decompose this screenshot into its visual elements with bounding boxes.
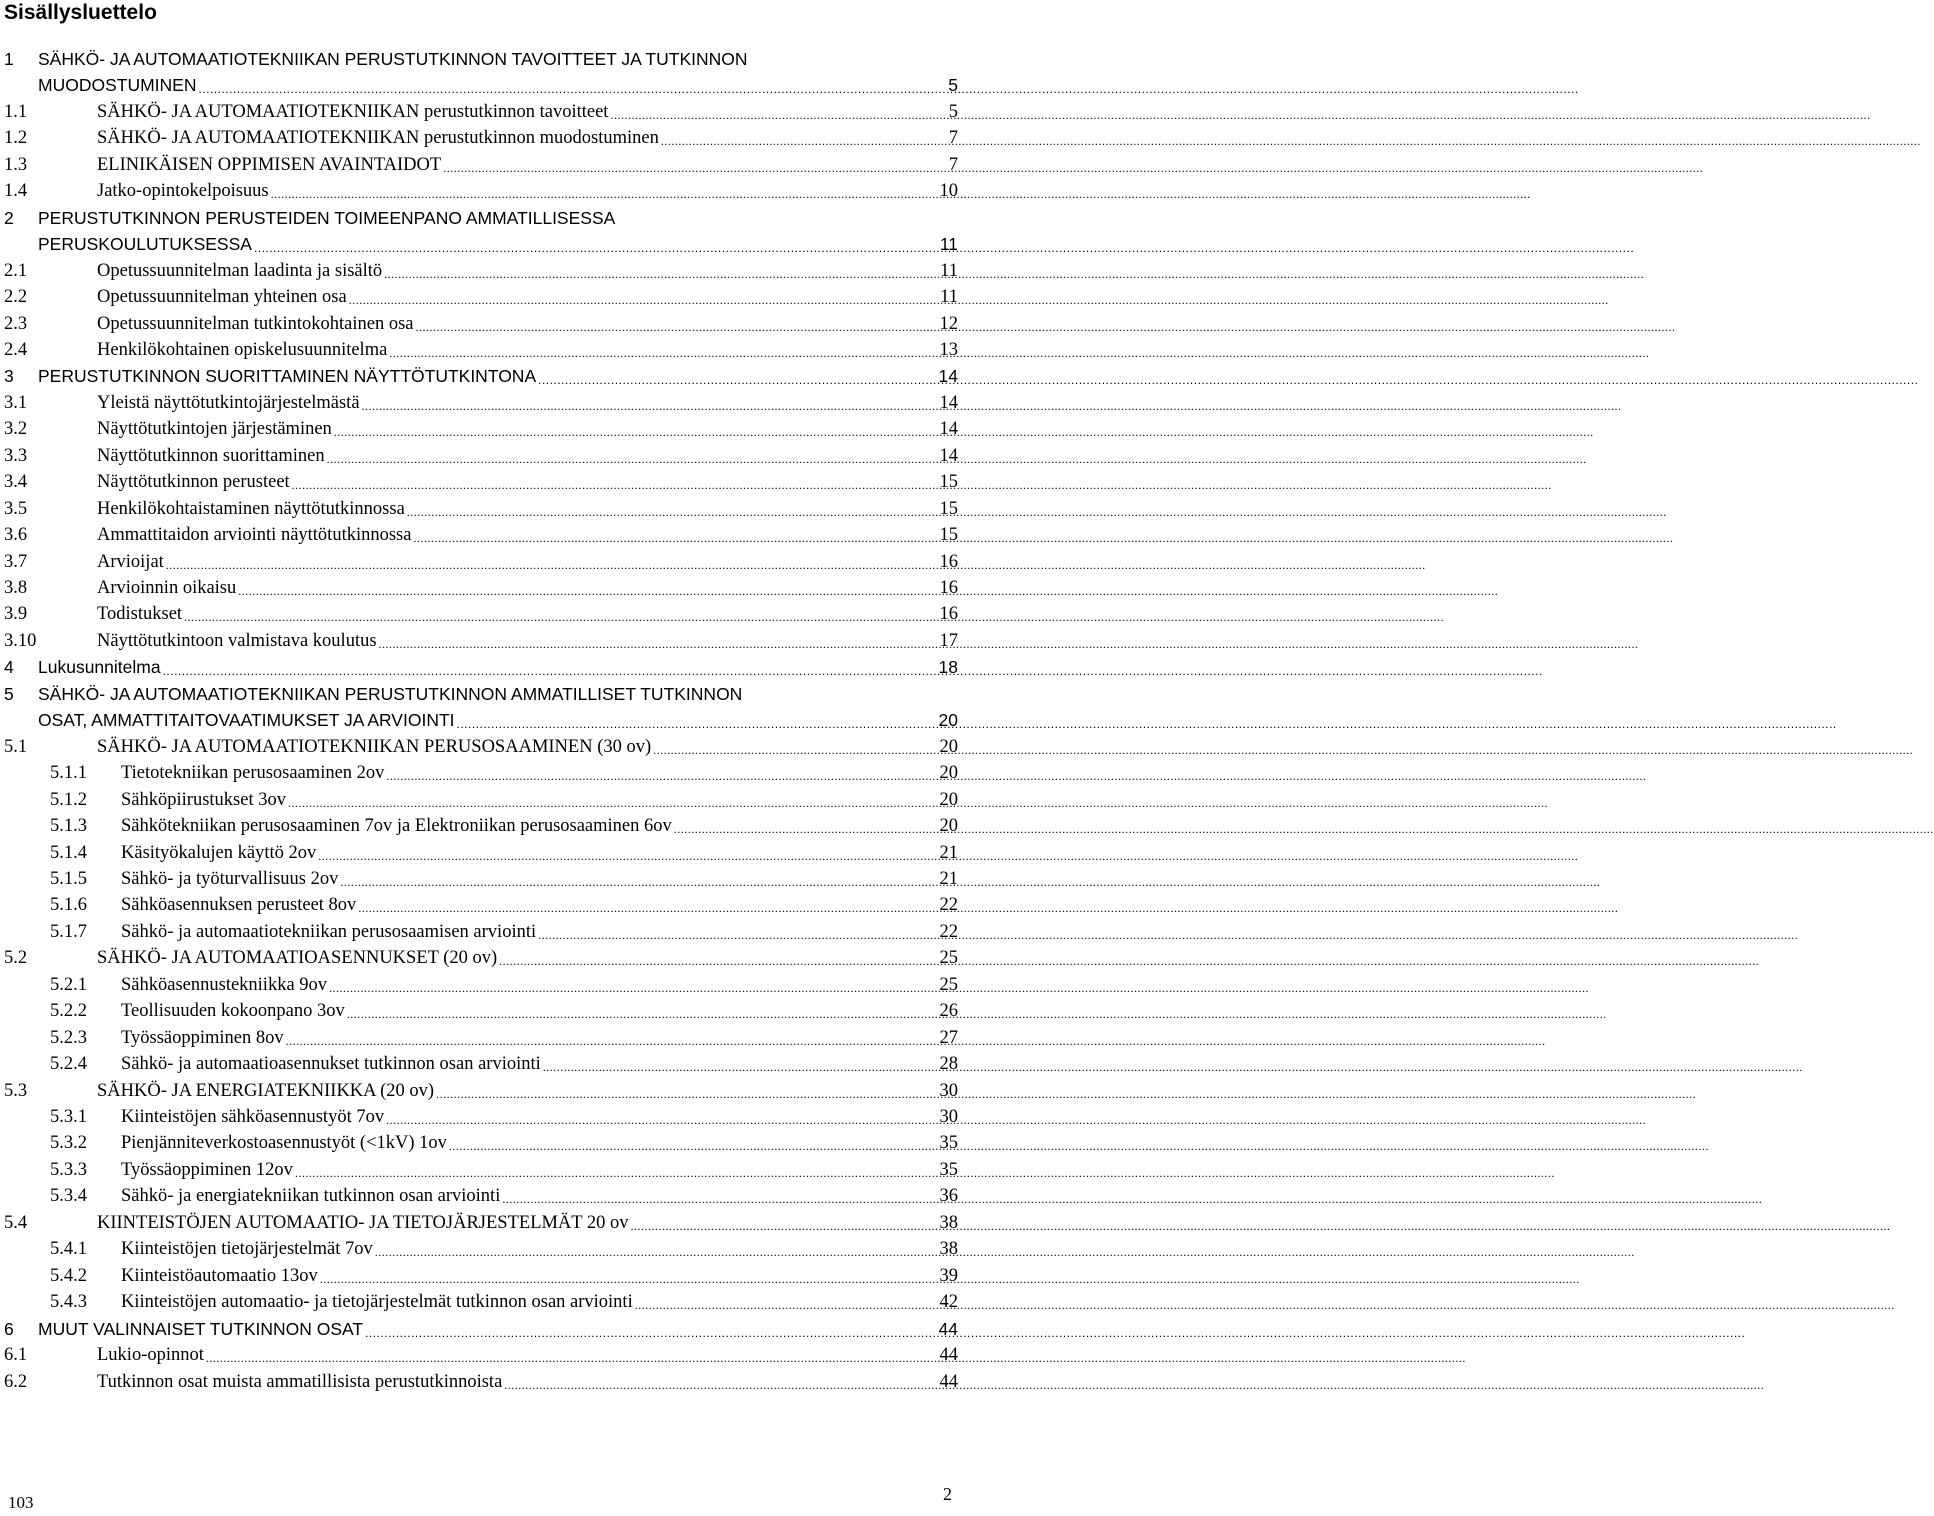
toc-entry-number: 1.3 — [4, 154, 28, 175]
toc-entry[interactable] — [0, 811, 958, 837]
dot-leader — [499, 954, 937, 969]
toc-entry-number: 2.3 — [4, 313, 28, 334]
toc-entry-number: 3.1 — [4, 392, 28, 413]
toc-entry-page: 35 — [939, 1159, 958, 1180]
toc-entry-number: 1.1 — [4, 101, 28, 122]
toc-entry[interactable] — [0, 361, 958, 387]
toc-entry-page: 44 — [938, 1318, 958, 1339]
toc-entry[interactable] — [0, 1049, 958, 1075]
dot-leader — [347, 1007, 938, 1022]
dot-leader — [334, 425, 938, 440]
toc-entry-number: 3.8 — [4, 578, 28, 598]
toc-entry[interactable] — [0, 573, 958, 599]
toc-entry-page: 22 — [939, 921, 958, 942]
toc-entry[interactable] — [0, 256, 958, 282]
toc-entry-number: 3.4 — [4, 472, 28, 493]
toc-entry-page: 16 — [939, 578, 958, 598]
dot-leader — [436, 1087, 937, 1102]
dot-leader — [386, 1113, 937, 1128]
dot-leader — [631, 1219, 938, 1234]
toc-entry[interactable] — [0, 176, 958, 202]
toc-entry-label: Sähkötekniikan perusosaaminen 7ov ja Elektroniikan perusosaaminen 6ov — [121, 816, 672, 837]
toc-entry-label: SÄHKÖ- JA AUTOMAATIOTEKNIIKAN perustutkinnon tavoitteet — [97, 101, 609, 122]
dot-leader — [198, 82, 946, 96]
toc-entry-page: 44 — [939, 1345, 958, 1366]
toc-entry-number: 5.1.3 — [50, 816, 87, 837]
toc-entry-label: Todistukset — [97, 604, 183, 625]
toc-entry-page: 22 — [939, 895, 958, 916]
toc-entry-page: 20 — [938, 710, 958, 731]
toc-entry-label: Pienjänniteverkostoasennustyöt (<1kV) 1ov — [121, 1133, 447, 1154]
toc-entry-label: Näyttötutkinnon perusteet — [97, 472, 290, 493]
toc-entry-label: Henkilökohtaistaminen näyttötutkinnossa — [97, 498, 405, 519]
toc-entry[interactable] — [0, 123, 958, 149]
toc-entry-number: 1 — [4, 49, 14, 69]
toc-entry-label: SÄHKÖ- JA AUTOMAATIOTEKNIIKAN PERUSTUTKINNON AMMATILLISET TUTKINNON — [38, 683, 743, 704]
toc-entry-number: 5.2.2 — [50, 1001, 87, 1022]
toc-entry-label: Työssäoppiminen 12ov — [121, 1159, 293, 1180]
toc-entry-label: PERUSKOULUTUKSESSA — [38, 234, 252, 255]
dot-leader — [661, 134, 947, 149]
toc-entry-page: 11 — [940, 260, 958, 281]
toc-entry-page: 14 — [939, 419, 958, 440]
toc-entry-number: 5.3.2 — [50, 1133, 87, 1154]
dot-leader — [674, 822, 938, 837]
toc-entry-number: 5.2.1 — [50, 974, 87, 995]
toc-entry-number: 6.2 — [4, 1371, 28, 1392]
toc-entry-label: Sähkö- ja energiatekniikan tutkinnon osan arviointi — [121, 1186, 501, 1207]
toc-entry[interactable] — [0, 414, 958, 440]
dot-leader — [166, 558, 938, 573]
toc-entry-page: 15 — [939, 525, 958, 546]
toc-entry[interactable] — [0, 97, 958, 123]
toc-entry-number: 2.4 — [4, 339, 28, 360]
toc-entry-label: Arvioijat — [97, 551, 164, 572]
dot-leader — [362, 399, 938, 414]
toc-entry-label: Sähkö- ja automaatiotekniikan perusosaamisen arviointi — [121, 921, 537, 942]
toc-entry[interactable] — [0, 1023, 958, 1049]
toc-entry-number: 2 — [4, 207, 14, 228]
toc-entry-page: 28 — [939, 1054, 958, 1075]
toc-entry-label: KIINTEISTÖJEN AUTOMAATIO- JA TIETOJÄRJESTELMÄT 20 ov — [97, 1212, 629, 1233]
toc-entry-label: PERUSTUTKINNON PERUSTEIDEN TOIMEENPANO AMMATILLISESSA — [38, 207, 616, 228]
toc-entry-number: 3.3 — [4, 445, 28, 466]
toc-entry-page: 11 — [939, 234, 958, 255]
toc-entry-page: 5 — [948, 101, 958, 122]
toc-entry-label: SÄHKÖ- JA AUTOMAATIOTEKNIIKAN PERUSTUTKINNON TAVOITTEET JA TUTKINNON — [38, 49, 748, 69]
toc-entry-label: Kiinteistöjen tietojärjestelmät 7ov — [121, 1239, 373, 1260]
toc-entry[interactable] — [0, 1367, 958, 1393]
toc-entry-page: 30 — [939, 1080, 958, 1101]
dot-leader — [327, 452, 938, 467]
toc-entry-number: 5.3.3 — [50, 1159, 87, 1180]
toc-entry[interactable] — [0, 890, 958, 916]
dot-leader — [292, 478, 938, 493]
dot-leader — [416, 320, 938, 335]
toc-entry-page: 27 — [939, 1027, 958, 1048]
toc-entry[interactable] — [0, 282, 958, 308]
toc-entry-number: 5.1.5 — [50, 868, 87, 889]
toc-entry-label: Näyttötutkintoon valmistava koulutus — [97, 630, 377, 651]
footer-left-number: 103 — [8, 1493, 34, 1512]
toc-entry-number: 6.1 — [4, 1345, 28, 1366]
dot-leader — [163, 664, 937, 678]
toc-entry-number: 3.7 — [4, 551, 28, 572]
toc-entry-continuation[interactable] — [0, 229, 958, 255]
toc-entry-page: 36 — [939, 1186, 958, 1207]
toc-entry-number: 3.5 — [4, 498, 28, 519]
toc-entry-number: 5.1.7 — [50, 921, 87, 942]
toc-entry-label: SÄHKÖ- JA AUTOMAATIOTEKNIIKAN perustutkinnon muodostuminen — [97, 128, 659, 149]
toc-entry-number: 5.2 — [4, 948, 28, 969]
toc-entry-label: Ammattitaidon arviointi näyttötutkinnossa — [97, 525, 412, 546]
toc-entry-label: SÄHKÖ- JA AUTOMAATIOTEKNIIKAN PERUSOSAAMINEN (30 ov) — [97, 736, 652, 757]
toc-entry-page: 38 — [939, 1212, 958, 1233]
toc-entry-page: 21 — [939, 868, 958, 889]
toc-entry-page: 15 — [939, 498, 958, 519]
toc-entry[interactable] — [0, 996, 958, 1022]
toc-entry-label: Tietotekniikan perusosaaminen 2ov — [121, 763, 385, 784]
dot-leader — [543, 1060, 938, 1075]
toc-entry[interactable] — [0, 970, 958, 996]
toc-entry-label: MUUT VALINNAISET TUTKINNON OSAT — [38, 1318, 364, 1339]
toc-entry-number: 3.6 — [4, 525, 28, 546]
dot-leader — [504, 1378, 937, 1393]
toc-entry[interactable] — [0, 441, 958, 467]
toc-entry[interactable] — [0, 1181, 958, 1207]
dot-leader — [384, 267, 938, 282]
dot-leader — [286, 1034, 938, 1049]
toc-entry-number: 5.4.2 — [50, 1265, 87, 1286]
dot-leader — [375, 1245, 938, 1260]
toc-entry-label: Lukusunnitelma — [38, 657, 161, 678]
toc-entry-number: 5.4 — [4, 1212, 28, 1233]
dot-leader — [340, 875, 937, 890]
toc-entry-label: OSAT, AMMATTITAITOVAATIMUKSET JA ARVIOINTI — [38, 710, 455, 731]
toc-entry-label: Käsityökalujen käyttö 2ov — [121, 842, 317, 863]
page-title: Sisällysluettelo — [4, 1, 157, 24]
dot-leader — [358, 901, 937, 916]
dot-leader — [538, 928, 937, 943]
toc-entry-label: SÄHKÖ- JA AUTOMAATIOASENNUKSET (20 ov) — [97, 948, 498, 969]
toc-entry-page: 12 — [939, 313, 958, 334]
toc-entry-label: Teollisuuden kokoonpano 3ov — [121, 1001, 345, 1022]
dot-leader — [379, 637, 938, 652]
toc-entry-page: 25 — [939, 948, 958, 969]
toc-entry-number: 5 — [4, 683, 14, 704]
toc-entry-label: Kiinteistöautomaatio 13ov — [121, 1265, 318, 1286]
toc-entry-number: 5.2.4 — [50, 1054, 87, 1075]
dot-leader — [349, 293, 938, 308]
toc-entry[interactable] — [0, 309, 958, 335]
dot-leader — [365, 1326, 936, 1340]
toc-entry-label: Tutkinnon osat muista ammatillisista perustutkinnoista — [97, 1371, 503, 1392]
toc-entry-label: Yleistä näyttötutkintojärjestelmästä — [97, 392, 360, 413]
toc-entry-number: 1.4 — [4, 181, 28, 202]
toc-entry-number: 5.2.3 — [50, 1027, 87, 1048]
toc-entry[interactable] — [0, 1287, 958, 1313]
toc-entry-page: 5 — [948, 75, 958, 96]
toc-entry-label: Henkilökohtainen opiskelusuunnitelma — [97, 339, 388, 360]
toc-entry-label: Sähkö- ja työturvallisuus 2ov — [121, 868, 339, 889]
toc-entry[interactable] — [0, 520, 958, 546]
toc-entry-number: 5.1.2 — [50, 789, 87, 810]
toc-entry[interactable] — [0, 1102, 958, 1128]
toc-entry-page: 14 — [938, 366, 958, 387]
toc-entry-number: 5.4.3 — [50, 1292, 87, 1313]
toc-entry-number: 5.4.1 — [50, 1239, 87, 1260]
toc-entry[interactable] — [0, 203, 958, 229]
dot-leader — [320, 1272, 938, 1287]
toc-entry-continuation[interactable] — [0, 705, 958, 731]
dot-leader — [449, 1139, 938, 1154]
toc-entry[interactable] — [0, 679, 958, 705]
toc-entry[interactable] — [0, 864, 958, 890]
toc-entry[interactable] — [0, 388, 958, 414]
toc-entry-page: 13 — [939, 339, 958, 360]
toc-entry-number: 3.9 — [4, 604, 28, 625]
toc-entry-label: Opetussuunnitelman laadinta ja sisältö — [97, 260, 383, 281]
toc-entry-page: 14 — [939, 392, 958, 413]
dot-leader — [288, 796, 938, 811]
toc-entry[interactable] — [0, 758, 958, 784]
toc-entry[interactable] — [0, 467, 958, 493]
toc-entry-label: MUODOSTUMINEN — [38, 75, 197, 96]
dot-leader — [457, 717, 937, 731]
toc-entry-page: 20 — [939, 736, 958, 757]
toc-entry[interactable] — [0, 838, 958, 864]
toc-entry[interactable] — [0, 917, 958, 943]
dot-leader — [184, 610, 937, 625]
dot-leader — [413, 531, 937, 546]
toc-entry-page: 39 — [939, 1265, 958, 1286]
toc-entry[interactable] — [0, 150, 958, 176]
toc-entry[interactable] — [0, 1076, 958, 1102]
toc-entry[interactable] — [0, 335, 958, 361]
toc-entry-label: ELINIKÄISEN OPPIMISEN AVAINTAIDOT — [97, 154, 442, 175]
toc-entry[interactable] — [0, 785, 958, 811]
dot-leader — [389, 346, 937, 361]
toc-entry[interactable] — [0, 1128, 958, 1154]
toc-entry-number: 5.3.4 — [50, 1186, 87, 1207]
toc-entry-label: Sähköasennustekniikka 9ov — [121, 974, 328, 995]
toc-entry-page: 21 — [939, 842, 958, 863]
toc-entry-label: SÄHKÖ- JA ENERGIATEKNIIKKA (20 ov) — [97, 1080, 435, 1101]
dot-leader — [295, 1166, 938, 1181]
toc-entry-label: Sähköpiirustukset 3ov — [121, 789, 286, 810]
toc-entry[interactable] — [0, 547, 958, 573]
dot-leader — [238, 584, 937, 599]
toc-entry-number: 4 — [4, 657, 14, 678]
dot-leader — [610, 108, 946, 123]
toc-entry[interactable] — [0, 599, 958, 625]
toc-entry-number: 5.1.1 — [50, 763, 87, 784]
toc-entry-number: 2.2 — [4, 287, 28, 308]
toc-entry-label: PERUSTUTKINNON SUORITTAMINEN NÄYTTÖTUTKINTONA — [38, 366, 537, 387]
toc-entry-page: 18 — [938, 657, 958, 678]
toc-entry-page: 25 — [939, 974, 958, 995]
toc-entry-page: 11 — [940, 287, 958, 308]
toc-entry-label: Kiinteistöjen sähköasennustyöt 7ov — [121, 1107, 385, 1127]
toc-entry[interactable] — [0, 732, 958, 758]
toc-entry-number: 3.10 — [4, 630, 37, 651]
toc-entry-number: 5.3.1 — [50, 1107, 87, 1127]
toc-entry[interactable] — [0, 1261, 958, 1287]
dot-leader — [254, 241, 938, 255]
toc-entry-label: Näyttötutkinnon suorittaminen — [97, 445, 325, 466]
toc-entry[interactable] — [0, 44, 958, 70]
toc-entry-label: Työssäoppiminen 8ov — [121, 1027, 284, 1048]
dot-leader — [329, 981, 937, 996]
toc-entry-page: 7 — [948, 154, 958, 175]
toc-entry-page: 14 — [939, 445, 958, 466]
toc-entry-label: Jatko-opintokelpoisuus — [97, 181, 269, 202]
toc-entry-page: 17 — [939, 630, 958, 651]
toc-entry-label: Kiinteistöjen automaatio- ja tietojärjestelmät tutkinnon osan arviointi — [121, 1292, 633, 1313]
dot-leader — [407, 505, 938, 520]
toc-entry-page: 26 — [939, 1001, 958, 1022]
toc-entry-page: 10 — [939, 181, 958, 202]
toc-entry-page: 35 — [939, 1133, 958, 1154]
dot-leader — [653, 743, 937, 758]
toc-entry[interactable] — [0, 943, 958, 969]
dot-leader — [206, 1351, 938, 1366]
dot-leader — [271, 187, 938, 202]
toc-entry-page: 16 — [939, 604, 958, 625]
toc-entry-label: Arvioinnin oikaisu — [97, 578, 237, 598]
toc-entry-label: Näyttötutkintojen järjestäminen — [97, 419, 332, 440]
toc-entry-number: 3.2 — [4, 419, 28, 440]
toc-entry-page: 15 — [939, 472, 958, 493]
toc-entry[interactable] — [0, 1314, 958, 1340]
toc-entry-number: 2.1 — [4, 260, 28, 281]
toc-entry[interactable] — [0, 1155, 958, 1181]
toc-entry-page: 7 — [948, 128, 958, 149]
toc-entry[interactable] — [0, 652, 958, 678]
page-number: 2 — [943, 1484, 952, 1504]
dot-leader — [635, 1298, 938, 1313]
toc-entry-number: 1.2 — [4, 128, 28, 149]
dot-leader — [502, 1192, 937, 1207]
toc-entry-page: 20 — [939, 763, 958, 784]
toc-entry-continuation[interactable] — [0, 70, 958, 96]
toc-entry[interactable] — [0, 1234, 958, 1260]
toc-entry-number: 6 — [4, 1318, 14, 1339]
toc-entry[interactable] — [0, 1208, 958, 1234]
toc-entry-page: 20 — [939, 816, 958, 837]
toc-entry-number: 3 — [4, 366, 14, 387]
toc-entry[interactable] — [0, 1340, 958, 1366]
toc-entry-page: 20 — [939, 789, 958, 810]
dot-leader — [538, 373, 936, 387]
toc-entry[interactable] — [0, 626, 958, 652]
dot-leader — [318, 849, 937, 864]
dot-leader — [386, 769, 937, 784]
toc-entry-label: Sähkö- ja automaatioasennukset tutkinnon osan arviointi — [121, 1054, 541, 1075]
toc-entry-page: 16 — [939, 551, 958, 572]
toc-entry-label: Lukio-opinnot — [97, 1345, 204, 1366]
toc-entry-number: 5.1.6 — [50, 895, 87, 916]
toc-entry-label: Opetussuunnitelman tutkintokohtainen osa — [97, 313, 414, 334]
toc-entry-number: 5.1.4 — [50, 842, 87, 863]
toc-entry[interactable] — [0, 494, 958, 520]
toc-entry-page: 42 — [939, 1292, 958, 1313]
toc-entry-number: 5.3 — [4, 1080, 28, 1101]
toc-entry-page: 38 — [939, 1239, 958, 1260]
toc-entry-label: Sähköasennuksen perusteet 8ov — [121, 895, 357, 916]
toc-entry-label: Opetussuunnitelman yhteinen osa — [97, 287, 347, 308]
toc-entry-number: 5.1 — [4, 736, 28, 757]
toc-entry-page: 30 — [939, 1107, 958, 1127]
dot-leader — [443, 161, 947, 176]
toc-entry-page: 44 — [939, 1371, 958, 1392]
